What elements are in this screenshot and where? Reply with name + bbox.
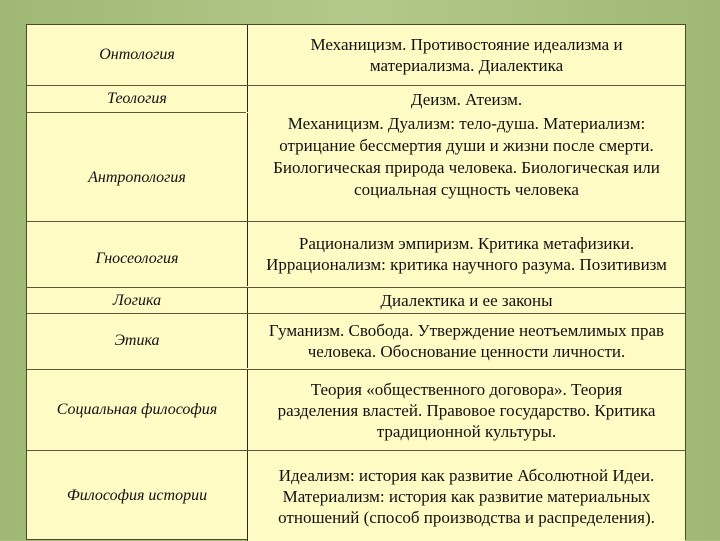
table-row	[27, 86, 685, 112]
content-cell: Деизм. Атеизм.	[248, 86, 685, 112]
philosophy-table	[26, 24, 686, 540]
table-row	[27, 288, 685, 313]
content-cell: Рационализм эмпиризм. Критика метафизики. Иррационализм: критика научного разума. Позитивизм	[248, 222, 685, 286]
content-cell: Гуманизм. Свобода. Утверждение неотъемлимых прав человека. Обоснование ценности личности.	[248, 314, 685, 368]
table-row	[27, 370, 685, 450]
table-row	[27, 314, 685, 368]
content-cell: Механицизм. Противостояние идеализма и материализма. Диалектика	[248, 25, 685, 85]
topic-cell: Теология	[27, 86, 248, 112]
content-cell: Механицизм. Дуализм: тело-душа. Материализм: отрицание бессмертия души и жизни после смерти. Биологическая природа человека. Биологическая или социальная сущность человека	[248, 113, 685, 243]
topic-cell: Философия истории	[27, 451, 248, 541]
topic-cell: Логика	[27, 288, 248, 313]
topic-cell: Антропология	[27, 113, 248, 243]
table-row	[27, 451, 685, 541]
content-cell: Теория «общественного договора». Теория разделения властей. Правовое государство. Критика традиционной культуры.	[248, 370, 685, 450]
topic-cell: Этика	[27, 314, 248, 368]
content-cell: Диалектика и ее законы	[248, 288, 685, 313]
content-cell: Идеализм: история как развитие Абсолютной Идеи. Материализм: история как развитие материальных отношений (способ производства и распределения).	[248, 451, 685, 541]
topic-cell: Социальная философия	[27, 370, 248, 450]
table-row	[27, 25, 685, 85]
topic-cell: Гносеология	[27, 222, 248, 286]
topic-cell: Онтология	[27, 25, 248, 85]
table-row	[27, 222, 685, 286]
